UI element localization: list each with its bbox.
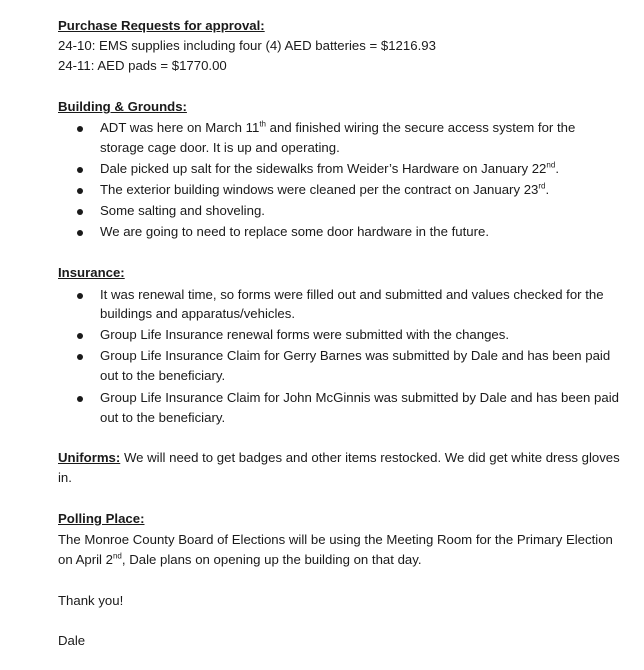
- purchase-line-2: 24-11: AED pads = $1770.00: [58, 58, 227, 73]
- insurance-bullet-4: Group Life Insurance Claim for John McGinnis was submitted by Dale and has been paid: [100, 390, 619, 405]
- building-bullet-4: Some salting and shoveling.: [100, 203, 265, 218]
- purchase-heading: Purchase Requests for approval:: [58, 18, 265, 33]
- building-bullet-5: We are going to need to replace some door hardware in the future.: [100, 224, 490, 239]
- signature: Dale: [58, 633, 86, 648]
- polling-heading: Polling Place:: [58, 511, 145, 526]
- insurance-bullet-2: Group Life Insurance renewal forms were submitted with the changes.: [100, 327, 510, 342]
- bullet-icon: [77, 396, 83, 402]
- purchase-line-1: 24-10: EMS supplies including four (4) AED batteries = $1216.93: [58, 38, 436, 53]
- uniforms-line-cont: in.: [58, 470, 72, 485]
- bullet-icon: [77, 188, 83, 194]
- bullet-icon: [77, 209, 83, 215]
- insurance-bullet-3-cont: out to the beneficiary.: [100, 368, 226, 383]
- bullet-icon: [77, 126, 83, 132]
- bullet-icon: [77, 230, 83, 236]
- building-bullet-1: ADT was here on March 11th and finished wiring the secure access system for the: [100, 119, 576, 135]
- bullet-icon: [77, 354, 83, 360]
- bullet-icon: [77, 293, 83, 299]
- insurance-heading: Insurance:: [58, 265, 125, 280]
- bullet-icon: [77, 333, 83, 339]
- building-bullet-1-cont: storage cage door. It is up and operating.: [100, 140, 340, 155]
- building-bullet-3: The exterior building windows were cleaned per the contract on January 23rd.: [100, 181, 550, 197]
- polling-line-1: The Monroe County Board of Elections will be using the Meeting Room for the Primary Election: [58, 532, 613, 547]
- closing-thanks: Thank you!: [58, 593, 124, 608]
- insurance-bullet-1: It was renewal time, so forms were filled out and submitted and values checked for the: [100, 287, 604, 302]
- insurance-bullet-4-cont: out to the beneficiary.: [100, 410, 226, 425]
- insurance-bullet-1-cont: buildings and apparatus/vehicles.: [100, 306, 296, 321]
- insurance-bullet-3: Group Life Insurance Claim for Gerry Barnes was submitted by Dale and has been paid: [100, 348, 611, 363]
- uniforms-text: We will need to get badges and other items restocked. We did get white dress gloves: [120, 450, 620, 465]
- bullet-icon: [77, 167, 83, 173]
- building-heading: Building & Grounds:: [58, 99, 187, 114]
- building-bullet-2: Dale picked up salt for the sidewalks from Weider’s Hardware on January 22nd.: [100, 160, 559, 176]
- uniforms-heading: Uniforms:: [58, 450, 121, 465]
- uniforms-line: [58, 450, 620, 465]
- polling-line-2: on April 2nd, Dale plans on opening up the building on that day.: [58, 551, 422, 567]
